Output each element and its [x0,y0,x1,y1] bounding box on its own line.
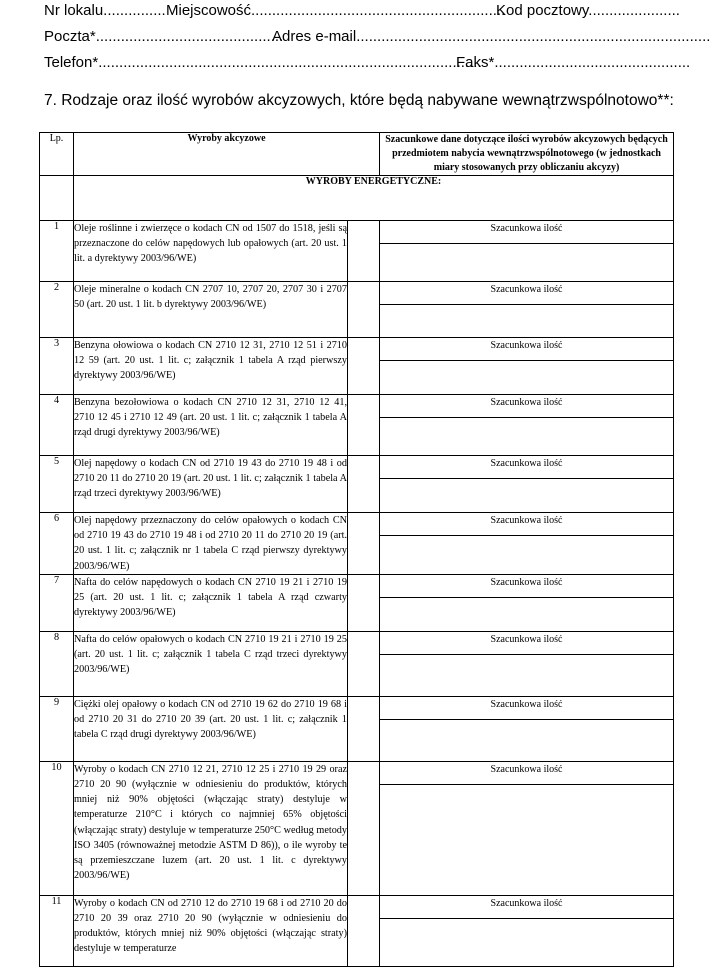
row-lp: 1 [40,221,74,282]
quantity-input-area[interactable] [380,417,673,455]
row-description: Olej napędowy o kodach CN od 2710 19 43 do 2710 19 48 i od 2710 20 11 do 2710 20 19 (art. 20 ust. 1 lit. c; załącznik 1 tabela A rząd trzeci dyrektywy 2003/96/WE) [74,456,348,513]
header-lp: Lp. [40,133,74,176]
table-row [40,395,674,456]
table-row [40,221,674,282]
row-description: Nafta do celów napędowych o kodach CN 2710 19 21 i 2710 19 25 (art. 20 ust. 1 lit. c; załącznik 1 tabela A rząd czwarty dyrektywy 2003/96/WE) [74,574,348,631]
section-title: 7. Rodzaje oraz ilość wyrobów akcyzowych, które będą nabywane wewnątrzwspólnotowo**: [44,92,674,109]
quantity-input-area[interactable] [380,243,673,281]
quantity-label: Szacunkowa ilość [490,223,563,234]
row-quantity [380,696,674,761]
row-spacer [348,696,380,761]
quantity-label: Szacunkowa ilość [490,284,563,295]
row-description: Wyroby o kodach CN 2710 12 21, 2710 12 25 i 2710 19 29 oraz 2710 20 90 (wyłącznie w odniesieniu do produktów, których mniej niż 90% objętości (włączając straty) destyluje w temperaturze 210°C i których co najmniej 65% objętości (włączając straty) destyluje w temperaturze 250°C według metody ISO 3405 (równoważnej metodzie ASTM D 86)), o ile wyroby te są przemieszczane luzem (art. 20 ust. 1 lit. c dyrektywy 2003/96/WE) [74,761,348,895]
row-quantity [380,895,674,966]
row-spacer [348,456,380,513]
kod-pocztowy-field[interactable]: Kod pocztowy...................... [496,2,680,19]
row-lp: 5 [40,456,74,513]
quantity-input-area[interactable] [380,597,673,631]
row-quantity [380,221,674,282]
row-description: Ciężki olej opałowy o kodach CN od 2710 19 62 do 2710 19 68 i od 2710 20 31 do 2710 20 39 (art. 20 ust. 1 lit. c; załącznik 1 tabela C rząd drugi dyrektywy 2003/96/WE) [74,696,348,761]
row-lp: 6 [40,513,74,575]
row-spacer [348,221,380,282]
quantity-input-area[interactable] [380,535,673,571]
quantity-input-area[interactable] [380,719,673,761]
table-row [40,282,674,338]
row-lp: 9 [40,696,74,761]
header-quantity: Szacunkowe dane dotyczące ilości wyrobów akcyzowych będących przedmiotem nabycia wewnątrzwspólnotowego (w jednostkach miary stosowanych przy obliczaniu akcyzy) [380,133,674,176]
row-quantity [380,513,674,575]
row-spacer [348,761,380,895]
email-field[interactable]: Adres e-mail..................................................................................... [272,28,711,45]
row-description: Nafta do celów opałowych o kodach CN 2710 19 21 i 2710 19 25 (art. 20 ust. 1 lit. c; załącznik 1 tabela C rząd trzeci dyrektywy 2003/96/WE) [74,631,348,696]
group-lp-cell [40,176,74,221]
table-row [40,456,674,513]
quantity-input-area[interactable] [380,360,673,394]
row-spacer [348,631,380,696]
quantity-label: Szacunkowa ilość [490,397,563,408]
quantity-input-area[interactable] [380,304,673,337]
row-quantity [380,456,674,513]
miejscowosc-field[interactable]: Miejscowość............................................................. [166,2,506,19]
row-spacer [348,395,380,456]
quantity-label: Szacunkowa ilość [490,340,563,351]
table-row [40,761,674,895]
row-spacer [348,513,380,575]
row-quantity [380,761,674,895]
row-description: Wyroby o kodach CN od 2710 12 do 2710 19 68 i od 2710 20 do 2710 20 39 oraz 2710 20 90 (wyłącznie w odniesieniu do produktów, których mniej niż 90% objętości (włączając straty) destyluje w temperaturze [74,895,348,966]
quantity-label: Szacunkowa ilość [490,698,563,710]
row-spacer [348,282,380,338]
quantity-label: Szacunkowa ilość [490,515,563,526]
telefon-field[interactable]: Telefon*............................................................................................ [44,54,482,71]
table-row [40,513,674,575]
excise-products-table [39,132,674,967]
poczta-field[interactable]: Poczta*............................................. [44,28,284,45]
row-lp: 2 [40,282,74,338]
quantity-label: Szacunkowa ilość [490,763,563,775]
quantity-input-area[interactable] [380,478,673,512]
row-lp: 3 [40,338,74,395]
row-lp: 8 [40,631,74,696]
table-row [40,574,674,631]
row-lp: 4 [40,395,74,456]
row-quantity [380,338,674,395]
quantity-label: Szacunkowa ilość [490,897,563,909]
row-lp: 11 [40,895,74,966]
row-lp: 10 [40,761,74,895]
row-spacer [348,574,380,631]
row-spacer [348,895,380,966]
row-description: Benzyna ołowiowa o kodach CN 2710 12 31, 2710 12 51 i 2710 12 59 (art. 20 ust. 1 lit. c; załącznik 1 tabela A rząd pierwszy dyrektywy 2003/96/WE) [74,338,348,395]
row-quantity [380,282,674,338]
table-row [40,338,674,395]
row-description: Olej napędowy przeznaczony do celów opałowych o kodach CN od 2710 19 43 do 2710 19 48 i od 2710 20 11 do 2710 20 19 (art. 20 ust. 1 lit. c; załącznik nr 1 tabela C rząd pierwszy dyrektywy 2003/96/WE) [74,513,348,575]
row-quantity [380,574,674,631]
quantity-input-area[interactable] [380,784,673,895]
table-row [40,631,674,696]
table-row [40,895,674,966]
row-quantity [380,631,674,696]
row-spacer [348,338,380,395]
row-description: Benzyna bezołowiowa o kodach CN 2710 12 31, 2710 12 41, 2710 12 45 i 2710 12 49 (art. 20 ust. 1 lit. c; załącznik 1 tabela A rząd drugi dyrektywy 2003/96/WE) [74,395,348,456]
quantity-label: Szacunkowa ilość [490,458,563,469]
table-row [40,696,674,761]
nr-lokalu-field[interactable]: Nr lokalu............... [44,2,166,19]
quantity-label: Szacunkowa ilość [490,633,563,645]
quantity-label: Szacunkowa ilość [490,576,563,588]
row-description: Oleje roślinne i zwierzęce o kodach CN od 1507 do 1518, jeśli są przeznaczone do celów napędowych lub opałowych (art. 20 ust. 1 lit. a dyrektywy 2003/96/WE) [74,221,348,282]
faks-field[interactable]: Faks*............................................... [456,54,691,71]
row-quantity [380,395,674,456]
row-description: Oleje mineralne o kodach CN 2707 10, 2707 20, 2707 30 i 2707 50 (art. 20 ust. 1 lit. b dyrektywy 2003/96/WE) [74,282,348,338]
quantity-input-area[interactable] [380,654,673,696]
group-heading: WYROBY ENERGETYCZNE: [74,176,674,221]
header-products: Wyroby akcyzowe [74,133,380,176]
row-lp: 7 [40,574,74,631]
